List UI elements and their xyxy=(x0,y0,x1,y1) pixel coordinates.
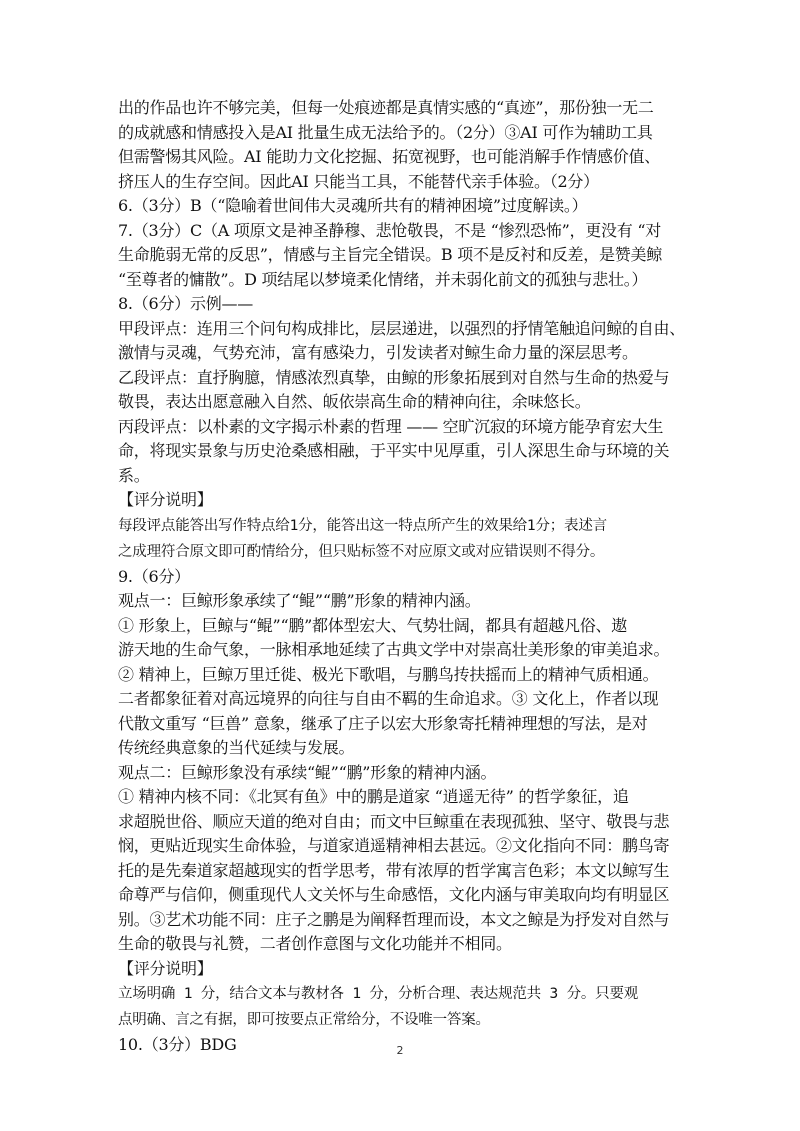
text-line: 观点一：巨鲸形象承续了“鲲”“鹏”形象的精神内涵。 xyxy=(118,591,481,610)
text-line: 托的是先秦道家超越现实的哲学思考，带有浓厚的哲学寓言色彩；本文以鲸写生 xyxy=(118,860,670,880)
answer-10: 10.（3分）BDG xyxy=(118,1035,237,1054)
scoring-heading: 【评分说明】 xyxy=(118,490,213,509)
text-line: ① 精神内核不同：《北冥有鱼》中的鹏是道家 “逍遥无待” 的哲学象征，追 xyxy=(118,787,629,806)
text-line: 命尊严与信仰，侧重现代人文关怀与生命感悟，文化内涵与审美取向均有明显区 xyxy=(118,885,670,904)
text-line: 敬畏，表达出愿意融入自然、皈依崇高生命的精神向往，余味悠长。 xyxy=(118,392,591,411)
text-line: 游天地的生命气象，一脉相承地延续了古典文学中对崇高壮美形象的审美追求。 xyxy=(118,640,670,659)
scoring-heading: 【评分说明】 xyxy=(118,958,213,978)
answer-7: 7.（3分）C（A 项原文是神圣静穆、悲怆敬畏，不是 “惨烈恐怖”，更没有 “对 xyxy=(118,220,662,240)
text-line: 悯，更贴近现实生命体验，与道家逍遥精神相去甚远。②文化指向不同：鹏鸟寄 xyxy=(118,836,670,855)
text-line: 但需警惕其风险。AI 能助力文化挖掘、拓宽视野，也可能消解手作情感价值、 xyxy=(118,147,660,166)
text-line: “至尊者的慵散”。D 项结尾以梦境柔化情绪，并未弱化前文的孤独与悲壮。） xyxy=(118,269,648,289)
text-line: 甲段评点：连用三个问句构成排比，层层递进，以强烈的抒情笔触追问鲸的自由、 xyxy=(118,318,686,338)
text-line: 求超脱世俗、顺应天道的绝对自由；而文中巨鲸重在表现孤独、坚守、敬畏与悲 xyxy=(118,811,670,831)
text-line: ② 精神上，巨鲸万里迁徙、极光下歌唱，与鹏鸟抟扶摇而上的精神气质相通。 xyxy=(118,664,659,684)
text-line: 代散文重写 “巨兽” 意象，继承了庄子以宏大形象寄托精神理想的写法，是对 xyxy=(118,713,648,733)
page-number: 2 xyxy=(396,1044,404,1057)
text-line: 挤压人的生存空间。因此AI 只能当工具，不能替代亲手体验。（2分） xyxy=(118,171,599,191)
text-line: 二者都象征着对高远境界的向往与自由不羁的生命追求。③ 文化上，作者以现 xyxy=(118,689,659,708)
text-line: 别。③艺术功能不同：庄子之鹏是为阐释哲理而设，本文之鲸是为抒发对自然与 xyxy=(118,909,670,929)
scoring-note-line: 立场明确 1 分，结合文本与教材各 1 分，分析合理、表达规范共 3 分。只要观 xyxy=(118,986,639,1002)
text-line: 系。 xyxy=(118,465,150,485)
text-line: ① 形象上，巨鲸与“鲲”“鹏”都体型宏大、气势壮阔，都具有超越凡俗、遨 xyxy=(118,615,628,635)
scoring-note-line: 每段评点能答出写作特点给1分，能答出这一特点所产生的效果给1分；表述言 xyxy=(118,517,607,534)
text-line: 丙段评点：以朴素的文字揭示朴素的哲理 —— 空旷沉寂的环境方能孕育宏大生 xyxy=(118,416,664,436)
answer-9: 9.（6分） xyxy=(118,566,190,586)
text-line: 乙段评点：直抒胸臆，情感浓烈真挚，由鲸的形象拓展到对自然与生命的热爱与 xyxy=(118,367,670,387)
answer-8: 8.（6分）示例—— xyxy=(118,294,253,313)
text-line: 的成就感和情感投入是AI 批量生成无法给予的。（2分）③AI 可作为辅助工具 xyxy=(118,122,653,142)
text-line: 生命脆弱无常的反思”，情感与主旨完全错误。B 项不是反衬和反差，是赞美鲸 xyxy=(118,245,663,264)
answer-key-page xyxy=(118,96,684,1058)
answer-6: 6.（3分）B（“隐喻着世间伟大灵魂所共有的精神困境”过度解读。） xyxy=(118,196,588,215)
scoring-note-line: 之成理符合原文即可酌情给分，但只贴标签不对应原文或对应错误则不得分。 xyxy=(118,543,605,560)
text-line: 命，将现实景象与历史沧桑感相融，于平实中见厚重，引人深思生命与环境的关 xyxy=(118,441,670,460)
scoring-note-line: 点明确、言之有据，即可按要点正常给分，不设唯一答案。 xyxy=(118,1012,490,1028)
text-line: 激情与灵魂，气势充沛，富有感染力，引发读者对鲸生命力量的深层思考。 xyxy=(118,343,638,362)
text-line: 观点二：巨鲸形象没有承续“鲲”“鹏”形象的精神内涵。 xyxy=(118,762,497,782)
text-line: 出的作品也许不够完美，但每一处痕迹都是真情实感的“真迹”，那份独一无二 xyxy=(118,98,654,117)
text-line: 生命的敬畏与礼赞，二者创作意图与文化功能并不相同。 xyxy=(118,934,512,953)
text-line: 传统经典意象的当代延续与发展。 xyxy=(118,738,355,757)
